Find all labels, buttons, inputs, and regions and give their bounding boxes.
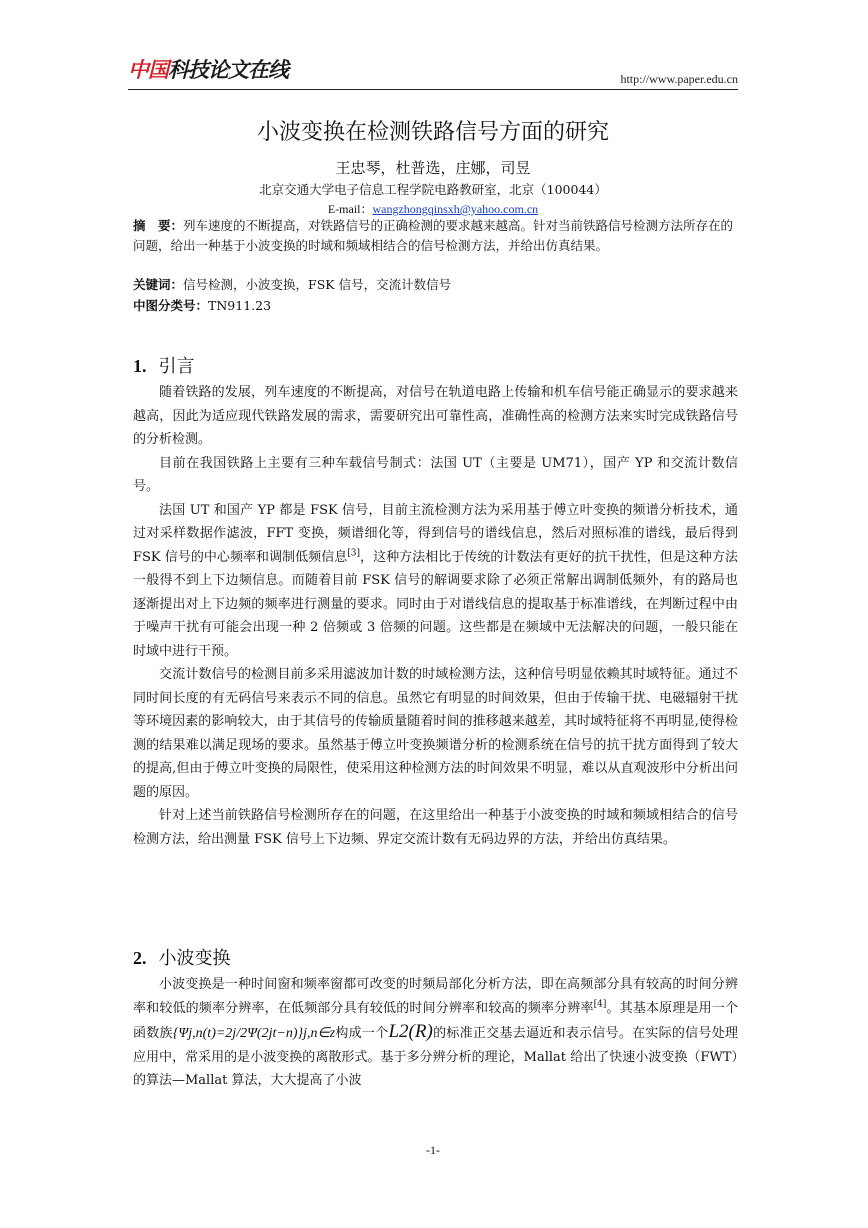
paper-affiliation: 北京交通大学电子信息工程学院电路教研室，北京（100044） [259,182,607,197]
site-logo[interactable] [128,60,288,84]
abstract-text: 列车速度的不断提高，对铁路信号的正确检测的要求越来越高。针对当前铁路信号检测方法所存在的问题，给出一种基于小波变换的时域和频域相结合的信号检测方法，并给出仿真结果。 [133,218,734,253]
site-url[interactable]: http://www.paper.edu.cn [620,72,738,86]
paragraph-text: ，这种方法相比于传统的计数法有更好的抗干扰性，但是这种方法一般得不到上下边频信息。而随着目前 FSK 信号的解调要求除了必须正常解出调制低频外，有的路局也逐渐提出对上下边频的频率进行测量的要求。同时由于对谱线信息的提取基于标准谱线，在判断过程中由于噪声干扰有可能会出现一种 2 倍频或 3 倍频的问题。这些都是在频域中无法解决的问题，一般只能在时域中进行干预。 [133,549,738,659]
paragraph: 目前在我国铁路上主要有三种车载信号制式：法国 UT（主要是 UM71），国产 YP 和交流计数信号。 [133,455,738,494]
keywords-text: 信号检测，小波变换，FSK 信号，交流计数信号 [183,277,452,292]
abstract-label: 摘 要： [133,218,184,233]
abstract [133,216,738,255]
page-number: -1- [426,1143,440,1157]
section-1-heading [133,352,195,378]
section-1-number: 1. [133,356,147,376]
section-2-heading [133,944,231,970]
header-divider [128,89,738,90]
citation-ref[interactable]: [4] [593,999,607,1010]
paper-email-line [128,200,738,217]
formula-text: {Ψj,n(t)=2j/2Ψ(2jt−n)}j,n∈z [172,1026,336,1041]
paragraph [133,499,738,664]
section-2-title: 小波变换 [158,948,231,969]
paper-authors: 王忠琴，杜普选，庄娜，司昱 [335,159,531,177]
paragraph-text: 构成一个 [335,1026,389,1041]
section-2-number: 2. [133,948,147,968]
paragraph: 交流计数信号的检测目前多采用滤波加计数的时域检测方法，这种信号明显依赖其时域特征。通过不同时间长度的有无码信号来表示不同的信息。虽然它有明显的时间效果，但由于传输干扰、电磁辐射干扰等环境因素的影响较大，由于其信号的传输质量随着时间的推移越来越差，其时域特征将不再明显,使得检测的结果难以满足现场的要求。虽然基于傅立叶变换频谱分析的检测系统在信号的抗干扰方面得到了较大的提高,但由于傅立叶变换的局限性，使采用这种检测方法的时间效果不明显，难以从直观波形中分析出问题的原因。 [133,667,738,800]
logo-black-text: 科技论文在线 [168,58,288,82]
classification-label: 中图分类号： [133,298,209,313]
section-1-title: 引言 [158,356,195,377]
wavelet-family-formula [173,1026,335,1041]
classification-number [133,296,738,316]
paragraph [133,973,738,1093]
logo-red-text: 中国 [128,58,168,82]
keywords-label: 关键词： [133,277,184,292]
keywords [133,275,738,295]
email-label: E-mail： [327,202,373,216]
classification-value: TN911.23 [208,298,272,313]
l2-space-formula: L2(R) [388,1021,433,1042]
paragraph-text: 法国 UT 和国产 YP 都是 FSK 信号，目前主流检测方法为采用基于傅立叶变换的频谱分析技术，通过对采样数据作滤波，FFT 变换，频谱细化等，得到信号的谱线信息，然后对照标准的谱线，最后得到 FSK 信号的中心频率和调制低频信息 [133,502,738,565]
paper-title: 小波变换在检测铁路信号方面的研究 [256,120,609,145]
paragraph-text: 的标准正交基去逼近和表示信号。在实际的信号处理应用中，常采用的是小波变换的离散形式。基于多分辨分析的理论，Mallat 给出了快速小波变换（FWT）的算法—Mallat 算法，大大提高了小波 [133,1026,738,1088]
email-link[interactable]: wangzhongqinsxh@yahoo.com.cn [372,202,539,216]
paragraph: 随着铁路的发展，列车速度的不断提高，对信号在轨道电路上传输和机车信号能正确显示的要求越来越高，因此为适应现代铁路发展的需求，需要研究出可靠性高，准确性高的检测方法来实时完成铁路信号的分析检测。 [133,385,738,447]
paragraph-text: 小波变换是一种时间窗和频率窗都可改变的时频局部化分析方法，即在高频部分具有较高的时间分辨率和较低的频率分辨率，在低频部分具有较低的时间分辨率和较高的频率分辨率 [133,977,738,1016]
paragraph-text: 。其基本原理是用一个函数族 [133,1000,738,1041]
section-1-body [133,381,738,851]
citation-ref[interactable]: [3] [347,548,361,559]
section-2-body [133,973,738,1093]
paragraph: 针对上述当前铁路信号检测所存在的问题，在这里给出一种基于小波变换的时域和频域相结合的信号检测方法，给出测量 FSK 信号上下边频、界定交流计数有无码边界的方法，并给出仿真结果。 [133,808,738,847]
